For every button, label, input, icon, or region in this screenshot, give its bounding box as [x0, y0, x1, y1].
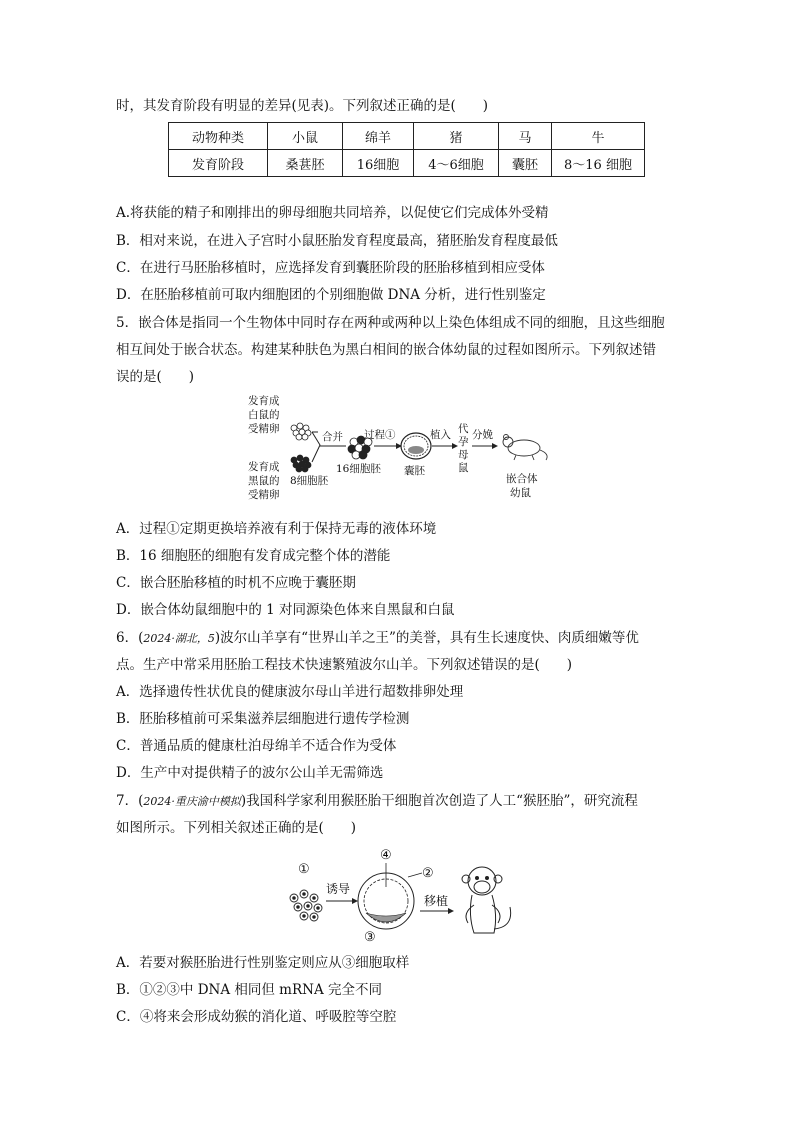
table-row — [169, 150, 645, 177]
q6-option-b: B．胚胎移植前可采集滋养层细胞进行遗传学检测 — [116, 711, 410, 727]
q6-stem-text: )波尔山羊享有“世界山羊之王”的美誉，具有生长速度快、肉质细嫩等优 — [214, 630, 639, 646]
table-cell: 16细胞 — [343, 150, 414, 177]
q5-stem-line: 误的是( ) — [116, 369, 195, 385]
table-row — [169, 123, 645, 150]
white-mouse-label-line: 发育成 — [248, 395, 280, 407]
q7-monkey-embryo-figure — [284, 843, 524, 945]
black-mouse-label-line: 发育成 — [248, 461, 280, 473]
table-cell: 牛 — [552, 123, 645, 150]
q7-stem-line — [116, 791, 638, 812]
black-mouse-label-line: 黑鼠的 — [248, 475, 280, 487]
q6-option-c: C．普通品质的健康杜泊母绵羊不适合作为受体 — [116, 738, 397, 754]
birth-label: 分娩 — [472, 429, 493, 441]
q7-stem-line: 如图所示。下列相关叙述正确的是( ) — [116, 820, 357, 836]
table-cell: 8～16 细胞 — [552, 150, 645, 177]
q7-option-a: A．若要对猴胚胎进行性别鉴定则应从③细胞取样 — [116, 955, 410, 971]
white-mouse-label-line: 白鼠的 — [248, 409, 280, 421]
black-embryo-icon — [291, 455, 311, 472]
marker-2: ② — [422, 866, 434, 881]
table-cell: 动物种类 — [169, 123, 268, 150]
q7-stem-text: )我国科学家利用猴胚胎干细胞首次创造了人工“猴胚胎”，研究流程 — [240, 793, 638, 809]
q4-option-c: C．在进行马胚胎移植时，应选择发育到囊胚阶段的胚胎移植到相应受体 — [116, 260, 545, 276]
q6-stem-line: 点。生产中常采用胚胎工程技术快速繁殖波尔山羊。下列叙述错误的是( ) — [116, 657, 573, 673]
cell8-label: 8细胞胚 — [290, 475, 329, 487]
development-stage-table — [168, 122, 645, 177]
q5-option-c: C．嵌合胚胎移植的时机不应晚于囊胚期 — [116, 575, 356, 591]
q7-number: 7．( — [116, 793, 144, 809]
implant-label: 植入 — [430, 429, 451, 441]
table-cell: 猪 — [414, 123, 499, 150]
marker-4: ④ — [380, 848, 392, 863]
q5-stem-line: 相互间处于嵌合状态。构建某种肤色为黑白相间的嵌合体幼鼠的过程如图所示。下列叙述错 — [116, 342, 656, 358]
white-embryo-icon — [291, 423, 311, 440]
chimera-mouse-icon — [503, 435, 547, 461]
q6-option-d: D．生产中对提供精子的波尔公山羊无需筛选 — [116, 765, 384, 781]
marker-1: ① — [298, 862, 310, 877]
process1-label: 过程① — [364, 429, 396, 441]
q6-stem-line — [116, 628, 639, 649]
surrogate-label: 母 — [458, 449, 469, 461]
q4-option-b: B．相对来说，在进入子宫时小鼠胚胎发育程度最高，猪胚胎发育程度最低 — [116, 233, 558, 249]
transplant-label: 移植 — [424, 894, 449, 908]
q7-option-b: B．①②③中 DNA 相同但 mRNA 完全不同 — [116, 982, 382, 998]
q5-option-a: A．过程①定期更换培养液有利于保持无毒的液体环境 — [116, 521, 437, 537]
cell16-label: 16细胞胚 — [336, 463, 381, 475]
surrogate-label: 孕 — [458, 436, 469, 448]
arrow-head — [352, 898, 358, 904]
q5-option-b: B．16 细胞胚的细胞有发育成完整个体的潜能 — [116, 548, 391, 564]
table-cell: 发育阶段 — [169, 150, 268, 177]
table-cell: 桑葚胚 — [268, 150, 343, 177]
table-cell: 小鼠 — [268, 123, 343, 150]
surrogate-label: 鼠 — [458, 462, 469, 474]
arrow-head — [448, 908, 454, 914]
q5-option-d: D．嵌合体幼鼠细胞中的 1 对同源染色体来自黑鼠和白鼠 — [116, 602, 455, 618]
chimera-label: 嵌合体 — [506, 473, 538, 485]
stem-cells-icon — [290, 890, 322, 921]
q6-number: 6．( — [116, 630, 144, 646]
q5-stem-line: 5．嵌合体是指同一个生物体中同时存在两种或两种以上染色体组成不同的细胞，且这些细胞 — [116, 315, 665, 331]
merge-bracket — [312, 432, 320, 462]
table-cell: 马 — [499, 123, 552, 150]
q6-source: 2024·湖北，5 — [143, 632, 215, 645]
q5-chimera-figure — [240, 390, 560, 510]
table-cell: 囊胚 — [499, 150, 552, 177]
surrogate-label: 代 — [458, 423, 469, 435]
q7-option-c: C．④将来会形成幼猴的消化道、呼吸腔等空腔 — [116, 1009, 397, 1025]
black-mouse-label-line: 受精卵 — [248, 489, 280, 501]
marker-3: ③ — [364, 930, 376, 945]
monkey-icon — [462, 867, 511, 933]
q4-option-d: D．在胚胎移植前可取内细胞团的个别细胞做 DNA 分析，进行性别鉴定 — [116, 287, 546, 303]
intro-line: 时，其发育阶段有明显的差异(见表)。下列叙述正确的是( ) — [116, 98, 489, 114]
table-cell: 绵羊 — [343, 123, 414, 150]
blastocyst-icon — [401, 433, 431, 459]
q7-source: 2024·重庆渝中模拟 — [143, 795, 241, 808]
pointer-line — [408, 873, 422, 877]
artificial-blastocyst-icon — [358, 863, 414, 929]
arrow-head — [492, 443, 498, 449]
induce-label: 诱导 — [326, 882, 351, 896]
white-mouse-label-line: 受精卵 — [248, 423, 280, 435]
chimera-label: 幼鼠 — [510, 487, 531, 499]
q6-option-a: A．选择遗传性状优良的健康波尔母山羊进行超数排卵处理 — [116, 684, 464, 700]
blastocyst-label: 囊胚 — [404, 465, 425, 477]
q4-option-a: A.将获能的精子和刚排出的卵母细胞共同培养，以促使它们完成体外受精 — [116, 205, 549, 221]
combine-label: 合并 — [322, 431, 343, 443]
table-cell: 4～6细胞 — [414, 150, 499, 177]
